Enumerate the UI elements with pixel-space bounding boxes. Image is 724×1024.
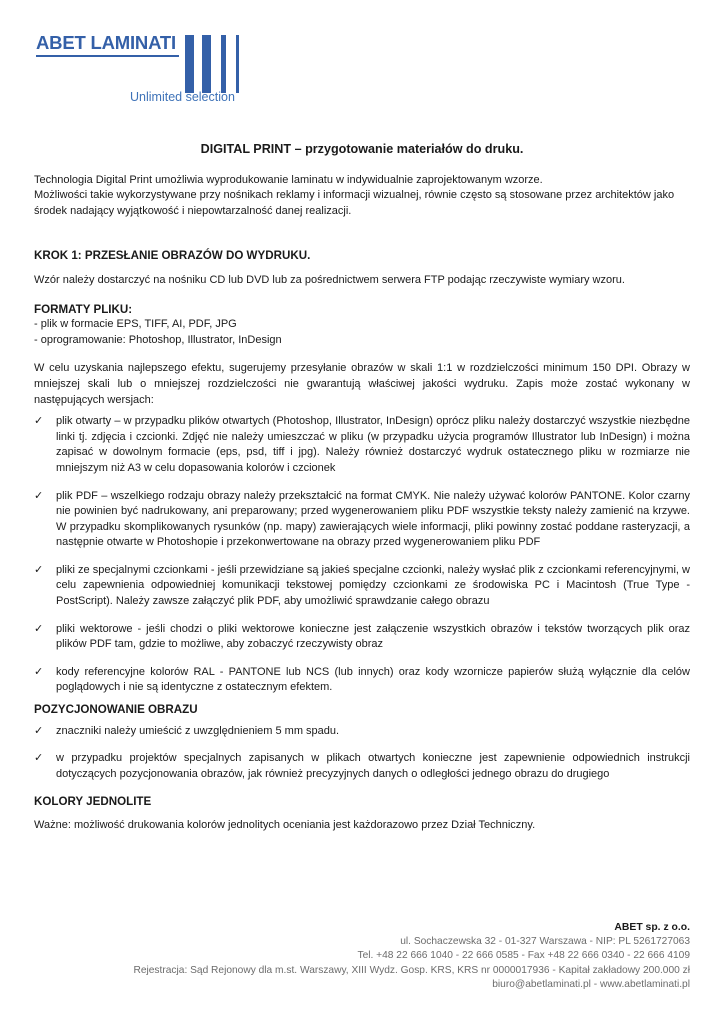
check-icon: ✓ [34, 724, 44, 737]
footer-address: ul. Sochaczewska 32 - 01-327 Warszawa - NIP: PL 5261727063 [400, 936, 690, 948]
intro-line: Technologia Digital Print umożliwia wyprodukowanie laminatu w indywidualnie zaprojektowanym wzorze. [34, 173, 543, 186]
logo-bar [202, 35, 211, 93]
format-line: - oprogramowanie: Photoshop, Illustrator, InDesign [34, 333, 282, 346]
intro-line: Możliwości takie wykorzystywane przy nośnikach reklamy i informacji wizualnej, równie często są stosowane przez architektów jako środek nadający wyjątkowość i niepowtarzalność danej realizacji. [34, 189, 675, 217]
logo-brand-text: ABET LAMINATI [36, 32, 176, 53]
check-icon: ✓ [34, 665, 44, 678]
section-heading-krok1: KROK 1: PRZESŁANIE OBRAZÓW DO WYDRUKU. [34, 249, 311, 263]
check-icon: ✓ [34, 489, 44, 502]
footer-contact: biuro@abetlaminati.pl - www.abetlaminati.pl [492, 978, 690, 990]
footer-registration: Rejestracja: Sąd Rejonowy dla m.st. Warszawy, XIII Wydz. Gosp. KRS, KRS nr 0000017936 - Kapitał zakładowy 200.000 zł [133, 964, 690, 976]
intro-section [34, 173, 690, 220]
footer-company: ABET sp. z o.o. [614, 922, 690, 933]
logo-bar [185, 35, 194, 93]
versions-list [34, 414, 690, 696]
list-item-text: plik otwarty – w przypadku plików otwartych (Photoshop, Illustrator, InDesign) oprócz pliku należy dostarczyć wszystkie niezbędne linki tj. zdjęcia i czcionki. Zdjęć nie należy umieszczać w pliku (w przypadku użycia programów Illustrator lub InDesign) i można zapisać w dowolnym formacie (eps, psd, tiff i jpg). Należy również dostarczyć wydruk ostatecznego pliku w rozmiarze nie mniejszym niż A3 w celu dopasowania kolorów i czcionek [56, 415, 690, 474]
document-title: DIGITAL PRINT – przygotowanie materiałów do druku. [200, 142, 524, 156]
list-item-text: pliki wektorowe - jeśli chodzi o pliki wektorowe konieczne jest załączenie wszystkich obrazów i tekstów tworzących plik oraz plików PDF tam, gdzie to możliwe, aby zobaczyć rzeczywisty obraz [56, 622, 690, 651]
footer-phones: Tel. +48 22 666 1040 - 22 666 0585 - Fax +48 22 666 0340 - 22 666 4109 [357, 950, 690, 962]
format-line: - plik w formacie EPS, TIFF, AI, PDF, JPG [34, 318, 237, 331]
list-item-text: plik PDF – wszelkiego rodzaju obrazy należy przekształcić na format CMYK. Nie należy używać kolorów PANTONE. Kolor czarny nie powinien być nadrukowany, ani preparowany; przed wygenerowaniem pliku PDF wszystkie teksty należy zamienić na krzywe. W przypadku skomplikowanych rysunków (np. mapy) zawierających wiele informacji, pliki powinny zostać poddane rasteryzacji, a następnie otwarte w Photoshopie i przekonwertowane na obrazy przed wygenerowaniem pliku PDF [56, 489, 690, 549]
logo-tagline: Unlimited selection [130, 90, 235, 104]
check-icon: ✓ [34, 622, 44, 635]
check-icon: ✓ [34, 563, 44, 576]
section-heading-formats: FORMATY PLIKU: [34, 302, 133, 316]
solid-colors-text: Ważne: możliwość drukowania kolorów jednolitych oceniania jest każdorazowo przez Dział Techniczny. [34, 819, 536, 831]
check-icon: ✓ [34, 415, 44, 428]
check-icon: ✓ [34, 752, 44, 765]
list-item-text: znaczniki należy umieścić z uwzględnieniem 5 mm spadu. [56, 724, 340, 737]
list-item [34, 563, 690, 610]
list-item [34, 489, 690, 551]
list-item-text: pliki ze specjalnymi czcionkami - jeśli przewidziane są jakieś specjalne czcionki, należy wysłać plik z czcionkami referencyjnymi, w celu zapewnienia odpowiedniej komunikacji tekstowej pomiędzy czcionkami ze środowiska PC i Macintosh (True Type - PostScript). Należy zawsze załączyć plik PDF, aby umożliwić sprawdzanie całego obrazu [56, 563, 690, 608]
footer [133, 921, 690, 992]
recommendation-text: W celu uzyskania najlepszego efektu, sugerujemy przesyłanie obrazów w skali 1:1 w rozdzielczości minimum 150 DPI. Obrazy w mniejszej skali lub o mniejszej rozdzielczości nie gwarantują właściwej jakości wydruku. Zapis może zostać wykonany w następujących wersjach: [34, 362, 690, 406]
section-heading-solid-colors: KOLORY JEDNOLITE [34, 795, 152, 809]
list-item-text: w przypadku projektów specjalnych zapisanych w plikach otwartych konieczne jest zapewnienie odpowiednich instrukcji dotyczących pozycjonowania obrazów, jak również precyzyjnych danych o odległości jednego obrazu do drugiego [56, 752, 690, 780]
list-item [34, 414, 690, 476]
krok1-text: Wzór należy dostarczyć na nośniku CD lub DVD lub za pośrednictwem serwera FTP podając rzeczywiste wymiary wzoru. [34, 273, 625, 286]
logo-bar [221, 35, 226, 93]
positioning-list [34, 724, 690, 783]
section-heading-positioning: POZYCJONOWANIE OBRAZU [34, 703, 198, 717]
logo-bar [236, 35, 239, 93]
formats-section [34, 302, 690, 349]
document-body [34, 142, 690, 834]
list-item [34, 622, 690, 653]
list-item-text: kody referencyjne kolorów RAL - PANTONE lub NCS (lub innych) oraz kody wzornicze papierów służą wyłącznie dla celów poglądowych i nie są identyczne z ostatecznym efektem. [56, 665, 690, 694]
company-logo [34, 32, 254, 108]
list-item [34, 724, 690, 740]
logo-underline [36, 55, 179, 57]
list-item [34, 751, 690, 782]
list-item [34, 665, 690, 696]
